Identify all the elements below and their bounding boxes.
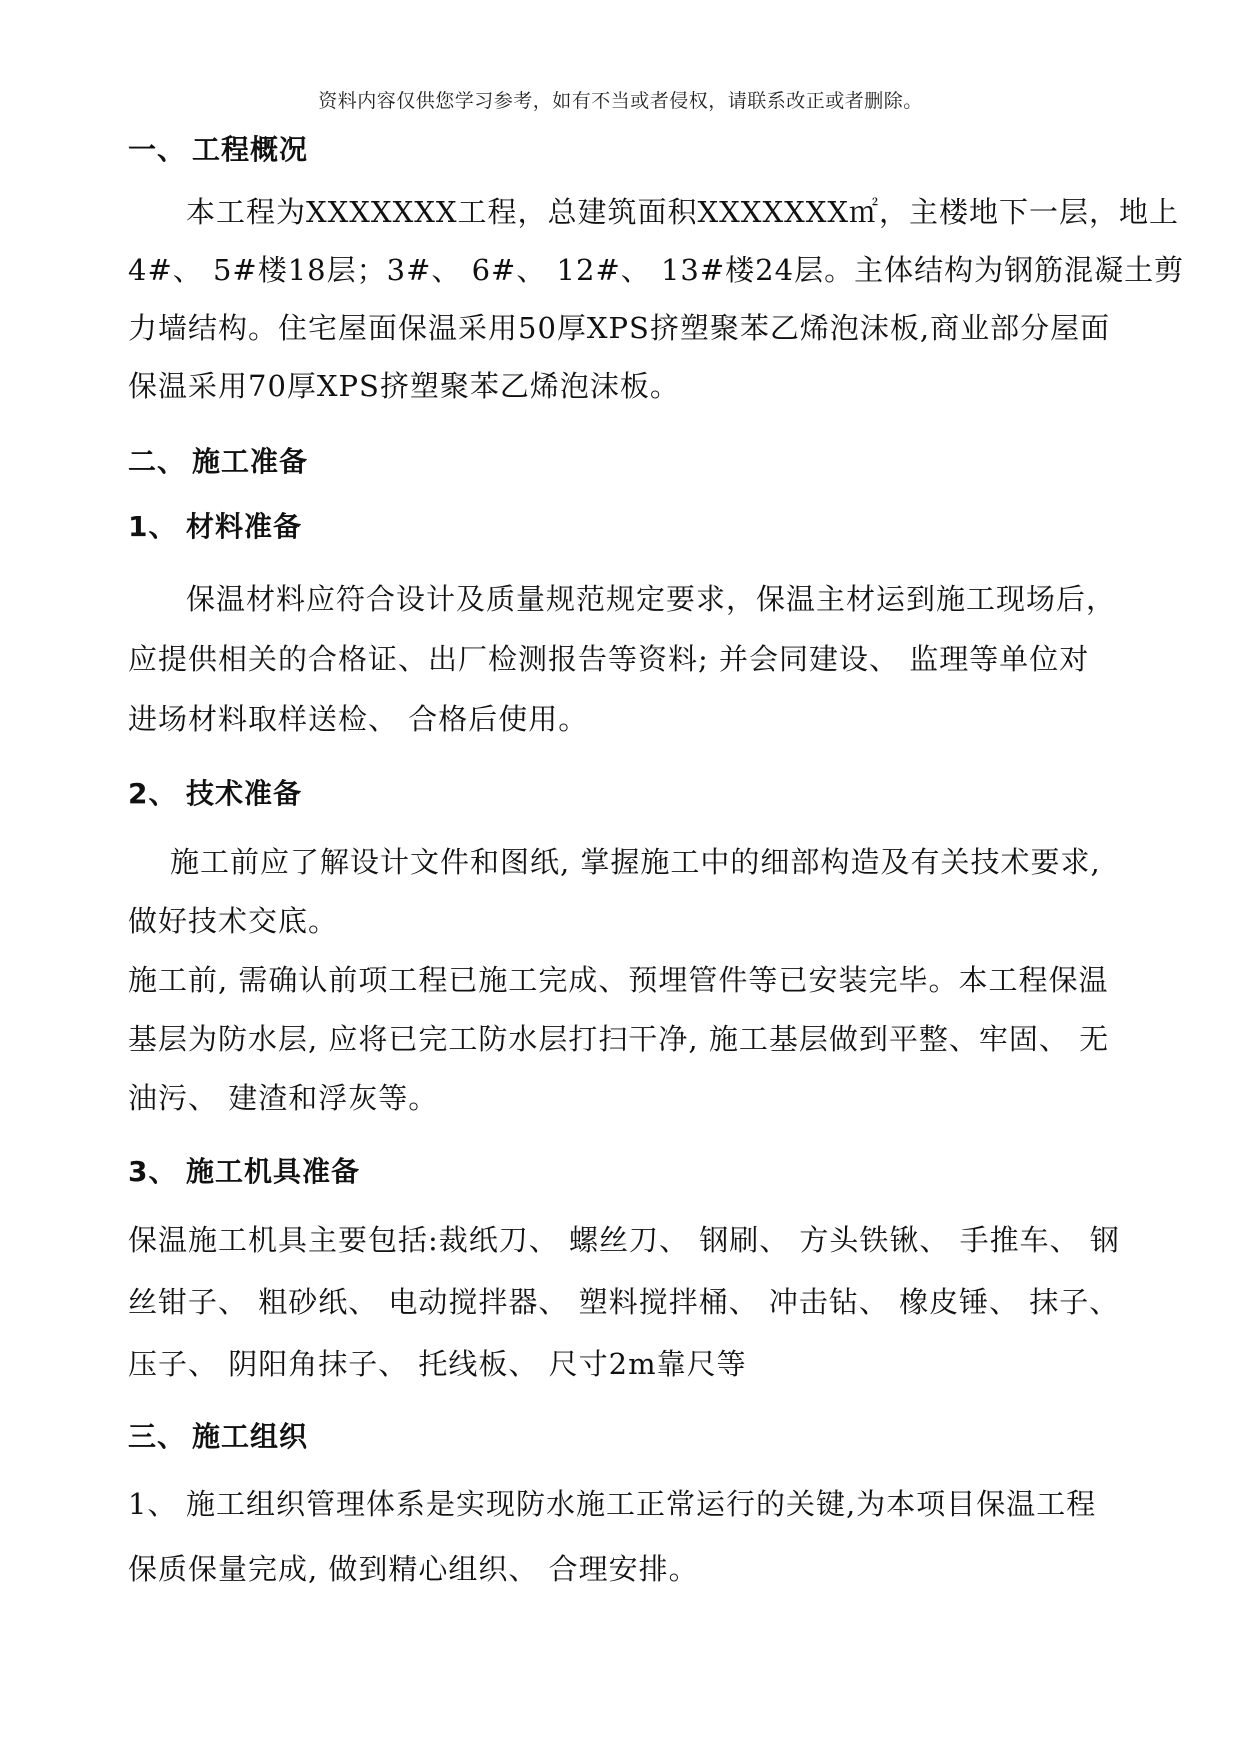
section-number: 三、: [128, 1420, 187, 1453]
section-title: 工程概况: [192, 133, 309, 166]
paragraph-line: 基层为防水层, 应将已完工防水层打扫干净, 施工基层做到平整、牢固、 无: [128, 1022, 1110, 1056]
section-number: 二、: [128, 445, 187, 478]
subsection-title: 技术准备: [186, 777, 303, 810]
copyright-notice: 资料内容仅供您学习参考，如有不当或者侵权，请联系改正或者删除。: [318, 90, 923, 112]
paragraph-line: 保温采用70厚XPS挤塑聚苯乙烯泡沫板。: [128, 369, 680, 403]
subsection-number: 2、: [128, 777, 178, 810]
section-heading-preparation: [128, 440, 308, 480]
paragraph-line: 施工前应了解设计文件和图纸, 掌握施工中的细部构造及有关技术要求,: [170, 845, 1101, 879]
paragraph-line: 施工组织管理体系是实现防水施工正常运行的关键,为本项目保温工程: [186, 1487, 1097, 1521]
paragraph-line: 保温施工机具主要包括:裁纸刀、 螺丝刀、 钢刷、 方头铁锹、 手推车、 钢: [128, 1223, 1120, 1257]
paragraph-line: 应提供相关的合格证、出厂检测报告等资料; 并会同建设、 监理等单位对: [128, 642, 1090, 676]
subsection-title: 材料准备: [186, 510, 303, 543]
paragraph-line: 保质保量完成, 做到精心组织、 合理安排。: [128, 1552, 699, 1586]
subsection-number: 1、: [128, 510, 178, 543]
paragraph-line: 丝钳子、 粗砂纸、 电动搅拌器、 塑料搅拌桶、 冲击钻、 橡皮锤、 抹子、: [128, 1285, 1120, 1319]
paragraph-line: 施工前, 需确认前项工程已施工完成、预埋管件等已安装完毕。本工程保温: [128, 963, 1109, 997]
section-heading-organization: [128, 1415, 308, 1455]
paragraph-line: 4#、 5#楼18层；3#、 6#、 12#、 13#楼24层。主体结构为钢筋混凝土剪: [128, 253, 1185, 287]
paragraph-line: 进场材料取样送检、 合格后使用。: [128, 702, 589, 736]
subsection-heading-technical: [128, 772, 302, 812]
section-heading-overview: [128, 128, 308, 168]
paragraph-line: 做好技术交底。: [128, 904, 339, 938]
numbered-paragraph: [128, 1482, 1096, 1523]
subsection-heading-materials: [128, 505, 302, 545]
paragraph-line: 力墙结构。住宅屋面保温采用50厚XPS挤塑聚苯乙烯泡沫板,商业部分屋面: [128, 311, 1111, 345]
subsection-title: 施工机具准备: [186, 1155, 361, 1188]
section-title: 施工准备: [192, 445, 309, 478]
paragraph-line: 油污、 建渣和浮灰等。: [128, 1081, 439, 1115]
paragraph-line: 本工程为XXXXXXX工程，总建筑面积XXXXXXX㎡，主楼地下一层，地上: [186, 195, 1180, 229]
subsection-heading-equipment: [128, 1150, 360, 1190]
item-number: 1、: [128, 1487, 178, 1521]
subsection-number: 3、: [128, 1155, 178, 1188]
paragraph-line: 保温材料应符合设计及质量规范规定要求，保温主材运到施工现场后，: [186, 582, 1117, 616]
paragraph-line: 压子、 阴阳角抹子、 托线板、 尺寸2m靠尺等: [128, 1347, 747, 1381]
section-title: 施工组织: [192, 1420, 309, 1453]
section-number: 一、: [128, 133, 187, 166]
